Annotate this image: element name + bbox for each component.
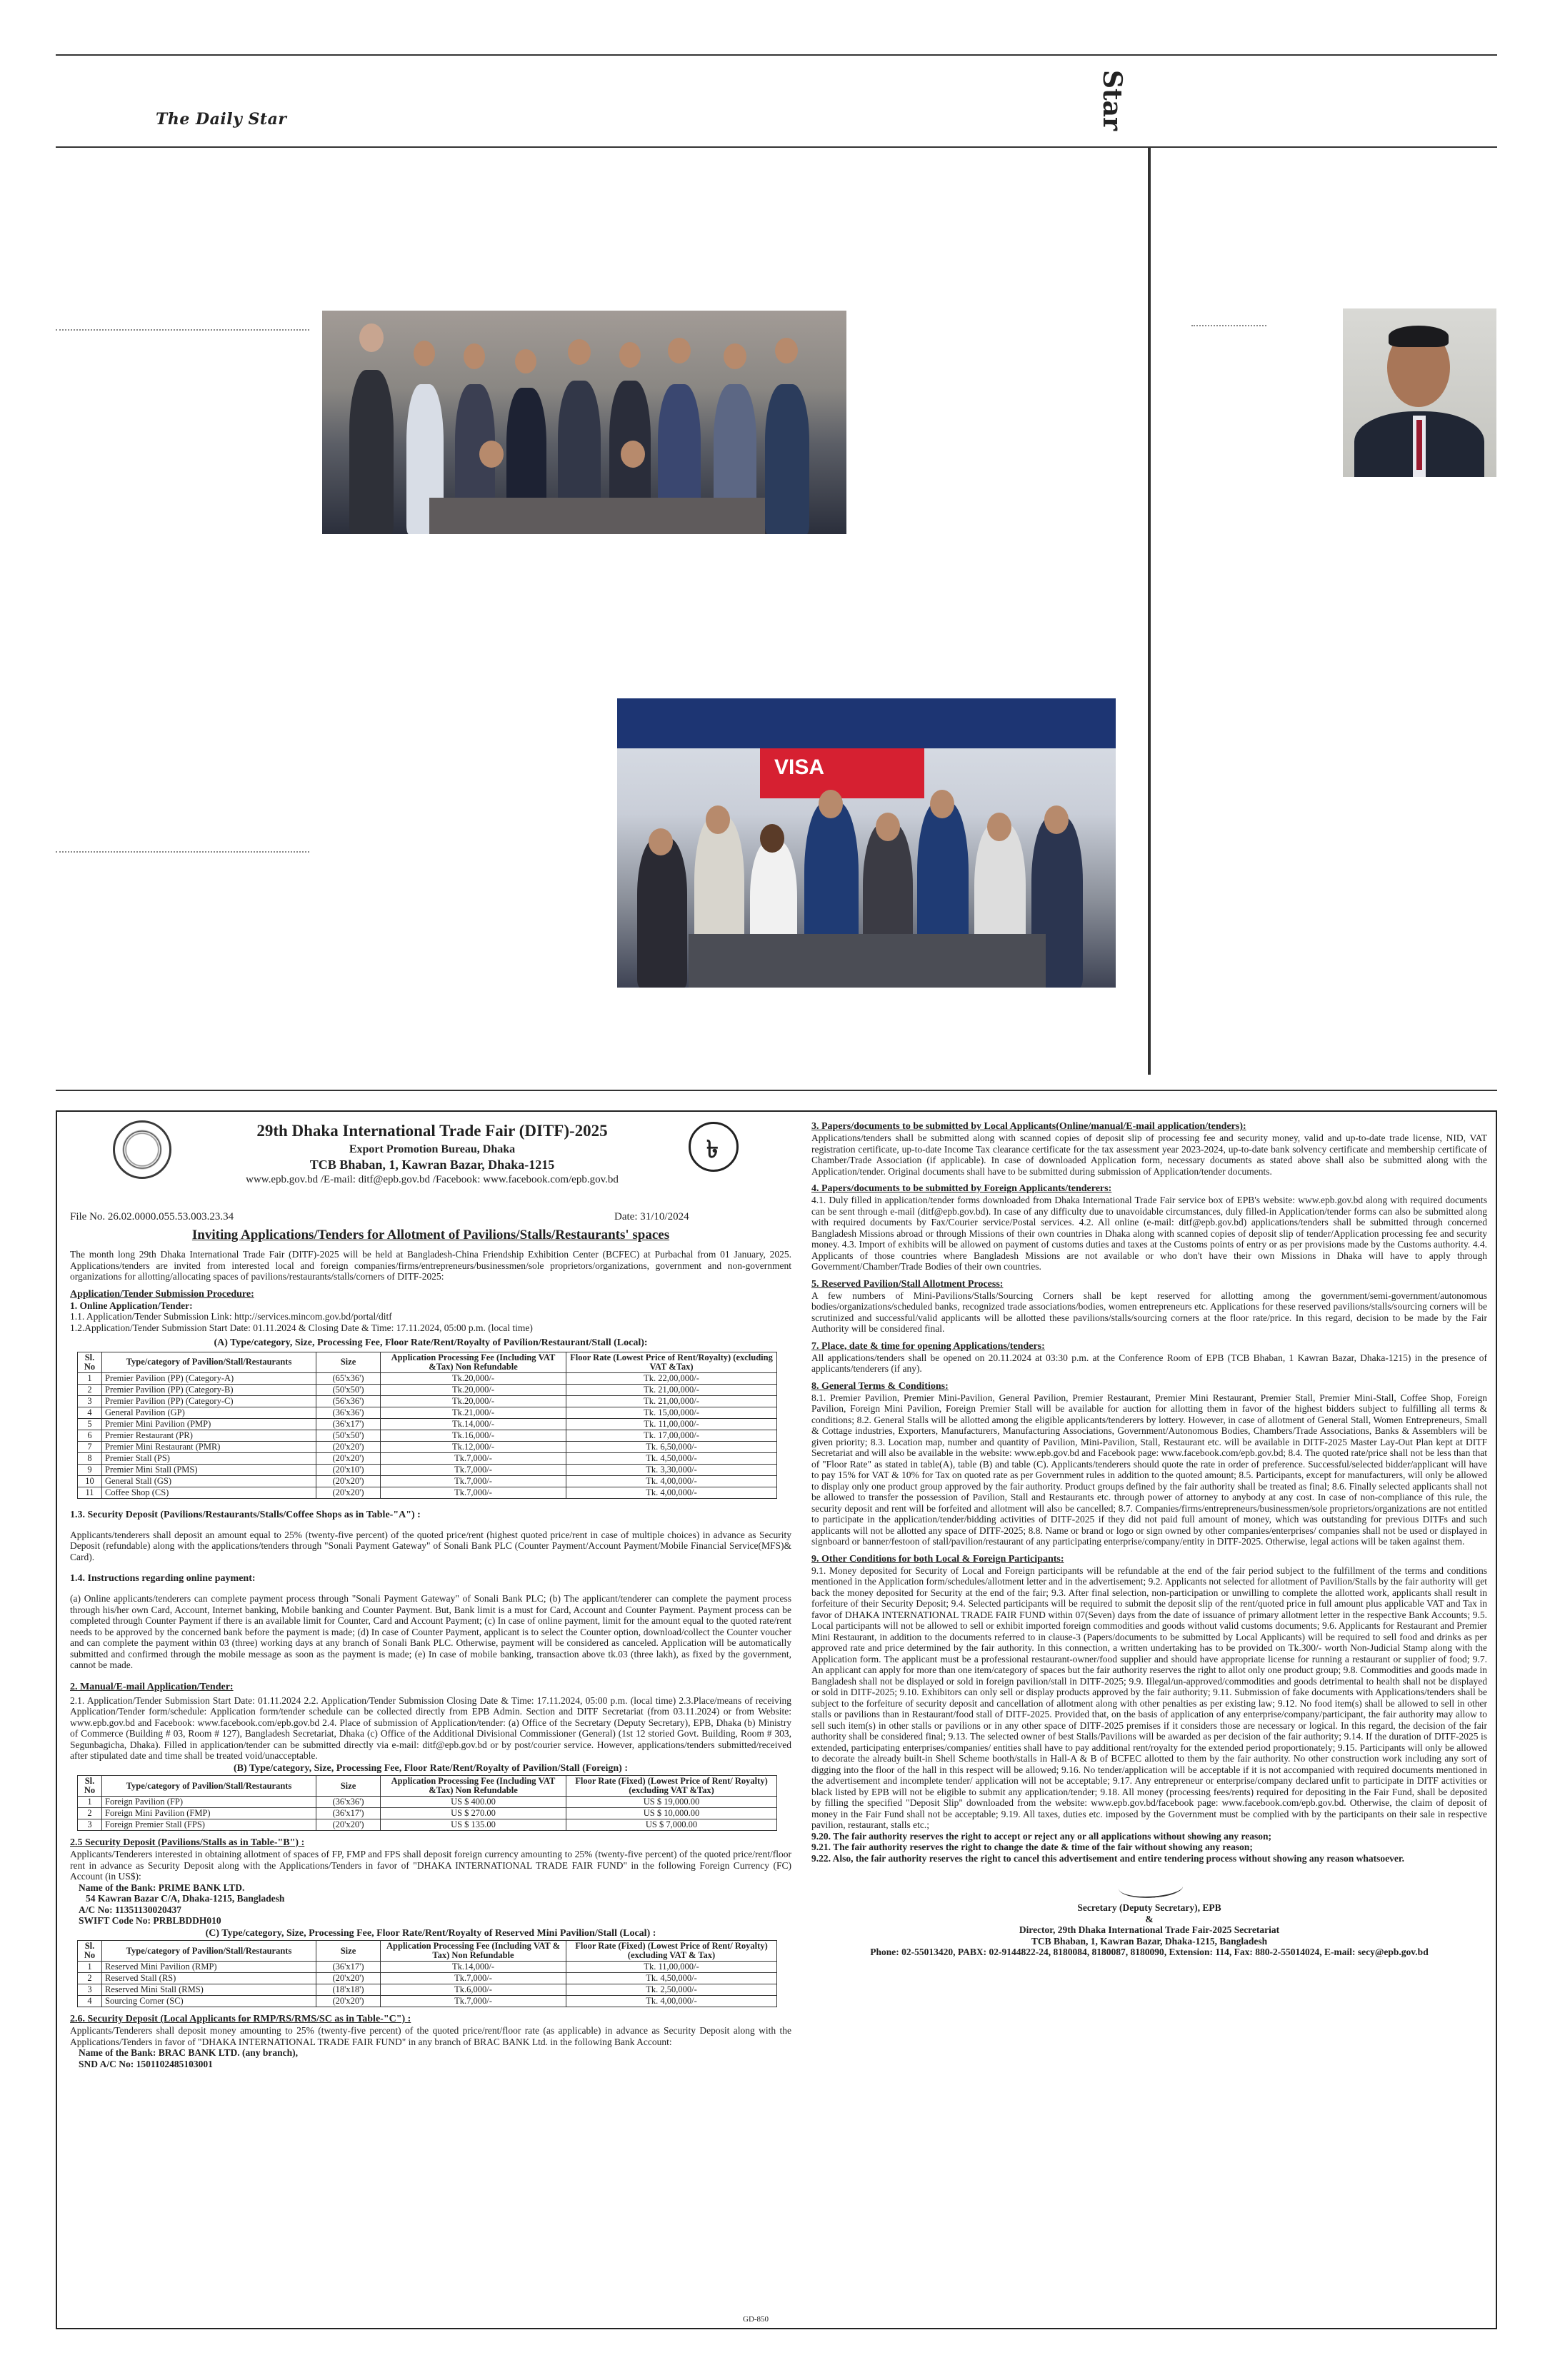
table-cell: (36'x17') bbox=[316, 1808, 381, 1819]
table-cell: 3 bbox=[78, 1395, 102, 1407]
section-heading: 4. Papers/documents to be submitted by Foreign Applicants/tenderers: bbox=[811, 1183, 1112, 1194]
dotted-rule bbox=[1191, 325, 1266, 326]
table-header: Floor Rate (Lowest Price of Rent/Royalty) (excluding VAT &Tax) bbox=[566, 1352, 777, 1372]
table-cell: (20'x20') bbox=[316, 1996, 381, 2007]
table-c-caption: (C) Type/category, Size, Processing Fee, Floor Rate/Rent/Royalty of Reserved Mini Pavilion/Stall (Local) : bbox=[205, 1927, 656, 1939]
bank-line: 54 Kawran Bazar C/A, Dhaka-1215, Bangladesh bbox=[86, 1893, 285, 1904]
table-cell: Foreign Mini Pavilion (FMP) bbox=[102, 1808, 316, 1819]
table-cell: (56'x36') bbox=[316, 1395, 381, 1407]
table-cell: (20'x20') bbox=[316, 1973, 381, 1984]
final-line: 9.22. Also, the fair authority reserves the right to cancel this advertisement and entire tendering process without showing any reason whatsoever. bbox=[811, 1852, 1404, 1864]
manual-heading: 2. Manual/E-mail Application/Tender: bbox=[70, 1681, 234, 1692]
bank-line: SND A/C No: 1501102485103001 bbox=[79, 2058, 213, 2069]
table-cell: Premier Pavilion (PP) (Category-B) bbox=[102, 1384, 316, 1395]
table-cell: Sourcing Corner (SC) bbox=[102, 1996, 316, 2007]
table-cell: Tk.7,000/- bbox=[381, 1973, 566, 1984]
table-cell: General Stall (GS) bbox=[102, 1475, 316, 1487]
table-cell: 11 bbox=[78, 1487, 102, 1498]
table-header: Size bbox=[316, 1941, 381, 1962]
table-cell: 10 bbox=[78, 1475, 102, 1487]
table-row bbox=[78, 1984, 777, 1996]
table-a bbox=[77, 1352, 777, 1499]
table-header: Floor Rate (Fixed) (Lowest Price of Rent/ Royalty) (excluding VAT & Tax) bbox=[566, 1941, 777, 1962]
section-text: All applications/tenders shall be opened on 20.11.2024 at 03:30 p.m. at the Conference Room of EPB (TCB Bhaban, 1 Kawran Bazar, Dhaka-1215) in the presence of applicants/tenderers (if any). bbox=[811, 1352, 1487, 1374]
fc-deposit-heading: 2.5 Security Deposit (Pavilions/Stalls as in Table-"B") : bbox=[70, 1837, 305, 1848]
signature-line: Phone: 02-55013420, PABX: 02-9144822-24, 8180084, 8180087, 8180090, Extension: 114, Fax: 880-2-55014024, E-mail: secy@epb.gov.bd bbox=[870, 1947, 1429, 1957]
table-cell: Tk.7,000/- bbox=[381, 1452, 566, 1464]
table-cell: Tk. 2,50,000/- bbox=[566, 1984, 777, 1996]
table-header: Floor Rate (Fixed) (Lowest Price of Rent/ Royalty) (excluding VAT &Tax) bbox=[566, 1776, 777, 1797]
table-cell: Tk. 11,00,000/- bbox=[566, 1418, 777, 1430]
masthead-right: Star bbox=[1097, 70, 1127, 131]
table-row bbox=[78, 1464, 777, 1475]
ad-address: TCB Bhaban, 1, Kawran Bazar, Dhaka-1215 bbox=[309, 1158, 555, 1172]
table-cell: 5 bbox=[78, 1418, 102, 1430]
table-header: Application Processing Fee (Including VAT & Tax) Non Refundable bbox=[381, 1941, 566, 1962]
ad-code: GD-850 bbox=[743, 2315, 769, 2324]
table-cell: Tk. 4,00,000/- bbox=[566, 1475, 777, 1487]
procedure-line: 1. Online Application/Tender: bbox=[70, 1300, 193, 1311]
table-cell: Tk.12,000/- bbox=[381, 1441, 566, 1452]
signing-photo-1 bbox=[322, 311, 846, 534]
table-cell: Premier Restaurant (PR) bbox=[102, 1430, 316, 1441]
table-cell: (36'x36') bbox=[316, 1407, 381, 1418]
section-heading: 3. Papers/documents to be submitted by Local Applicants(Online/manual/E-mail application/tenders): bbox=[811, 1121, 1246, 1132]
table-cell: (20'x20') bbox=[316, 1487, 381, 1498]
section-heading: 5. Reserved Pavilion/Stall Allotment Process: bbox=[811, 1278, 1004, 1290]
table-cell: (20'x20') bbox=[316, 1441, 381, 1452]
table-cell: Tk.14,000/- bbox=[381, 1418, 566, 1430]
local-deposit-text: Applicants/Tenderers shall deposit money amounting to 25% (twenty-five percent) of the quoted price/rent/floor rate (as applicable) in advance as Security Deposit along with the Applications/Tenders in favor of "DHAKA INTERNATIONAL TRADE FAIR FUND" in any branch of BRAC BANK Ltd. in the following Bank Account: bbox=[70, 2025, 791, 2047]
table-cell: Tk. 6,50,000/- bbox=[566, 1441, 777, 1452]
table-header: Size bbox=[316, 1776, 381, 1797]
table-header: Application Processing Fee (Including VAT &Tax) Non Refundable bbox=[381, 1776, 566, 1797]
bank-line: SWIFT Code No: PRBLBDDH010 bbox=[79, 1915, 221, 1926]
table-header: Type/category of Pavilion/Stall/Restaurants bbox=[102, 1352, 316, 1372]
final-line: 9.20. The fair authority reserves the right to accept or reject any or all applications without showing any reason; bbox=[811, 1830, 1271, 1842]
table-cell: 4 bbox=[78, 1407, 102, 1418]
ad-title: 29th Dhaka International Trade Fair (DITF)-2025 bbox=[256, 1122, 608, 1140]
table-cell: Tk.20,000/- bbox=[381, 1372, 566, 1384]
payment-heading: 1.4. Instructions regarding online payment: bbox=[70, 1573, 256, 1584]
ad-contacts: www.epb.gov.bd /E-mail: ditf@epb.gov.bd /Facebook: www.facebook.com/epb.gov.bd bbox=[246, 1174, 619, 1185]
table-cell: (36'x17') bbox=[316, 1418, 381, 1430]
table-cell: (20'x10') bbox=[316, 1464, 381, 1475]
table-cell: (65'x36') bbox=[316, 1372, 381, 1384]
procedure-line: 1.1. Application/Tender Submission Link: http://services.mincom.gov.bd/portal/ditf bbox=[70, 1311, 392, 1322]
table-header: Type/category of Pavilion/Stall/Restaurants bbox=[102, 1941, 316, 1962]
security-text: Applicants/tenderers shall deposit an amount equal to 25% (twenty-five percent) of the quoted price/rent (highest quoted price/rent in case of multiple choices) in advance as Security Deposit (refundable) along with the applications/tenders through "Sonali Payment Gateway" of Sonali Bank PLC (Counter Payment/Account Payment/Mobile Financial Service(MFS)& Card). bbox=[70, 1529, 791, 1562]
table-cell: 1 bbox=[78, 1797, 102, 1808]
header-rule bbox=[56, 146, 1497, 148]
epb-logo: ৳ bbox=[689, 1122, 739, 1172]
bangladesh-emblem-logo bbox=[113, 1120, 171, 1179]
table-cell: (20'x20') bbox=[316, 1475, 381, 1487]
bank-line: Name of the Bank: PRIME BANK LTD. bbox=[79, 1882, 245, 1893]
table-cell: Coffee Shop (CS) bbox=[102, 1487, 316, 1498]
portrait-photo bbox=[1343, 308, 1496, 477]
table-cell: US $ 135.00 bbox=[381, 1819, 566, 1831]
table-b-caption: (B) Type/category, Size, Processing Fee, Floor Rate/Rent/Royalty of Pavilion/Stall (Foreign) : bbox=[233, 1762, 628, 1774]
table-cell: US $ 7,000.00 bbox=[566, 1819, 777, 1831]
table-cell: (20'x20') bbox=[316, 1452, 381, 1464]
table-cell: 1 bbox=[78, 1962, 102, 1973]
table-cell: 6 bbox=[78, 1430, 102, 1441]
table-row bbox=[78, 1973, 777, 1984]
section-text: Applications/tenders shall be submitted along with scanned copies of deposit slip of processing fee and security money, valid and up-to-date trade license, NID, VAT registration certificate, up-to-date Income Tax clearance certificate for the tax assessment year 2023-2024, up-to-date bank solvency certificate and membership certificate of Chamber/Trade Association (if applicable). In case of downloaded Application form, necessary documents as stated above shall also be submitted along with the Application/tender. Original documents shall have to be submitted during submission of Application/tender documents. bbox=[811, 1133, 1487, 1177]
table-header: Sl. No bbox=[78, 1776, 102, 1797]
right-column bbox=[811, 1120, 1487, 1958]
table-row bbox=[78, 1452, 777, 1464]
table-cell: Tk. 4,50,000/- bbox=[566, 1452, 777, 1464]
table-row bbox=[78, 1418, 777, 1430]
table-cell: Tk. 21,00,000/- bbox=[566, 1395, 777, 1407]
dotted-rule bbox=[56, 851, 309, 853]
intro-text: The month long 29th Dhaka International Trade Fair (DITF)-2025 will be held at Bangladesh-China Friendship Exhibition Center (BCFEC) at Purbachal from 01 January, 2025. Applications/tenders are invited from interested local and foreign companies/firms/entrepreneurs/businessmen/sole proprietors/organizations, government and non-government organizations for allotting/allocating spaces of pavilions/restaurants/stalls/corners of DITF-2025: bbox=[70, 1249, 791, 1282]
table-row bbox=[78, 1808, 777, 1819]
section-text: A few numbers of Mini-Pavilions/Stalls/Sourcing Corners shall be kept reserved for allotting among the government/semi-government/autonomous bodies/organizations/scheduled banks, recognized trade associations/bodies, women entrepreneurs etc. Applications for these reserved pavilions/stalls/sourcing corners will be scrutinized and successful/valid applicants will be allotted these pavilions/stalls/sourcing corners at the floor rate/price. In this regard, decision to be made by the Fair Authority will be considered final. bbox=[811, 1290, 1487, 1334]
dotted-rule bbox=[56, 329, 309, 331]
bank-line: A/C No: 11351130020437 bbox=[79, 1904, 182, 1915]
table-a-caption: (A) Type/category, Size, Processing Fee, Floor Rate/Rent/Royalty of Pavilion/Restaurant/Stall (Local): bbox=[214, 1337, 648, 1348]
table-cell: Foreign Premier Stall (FPS) bbox=[102, 1819, 316, 1831]
table-cell: Tk.21,000/- bbox=[381, 1407, 566, 1418]
table-cell: Tk.7,000/- bbox=[381, 1487, 566, 1498]
table-cell: (18'x18') bbox=[316, 1984, 381, 1996]
table-cell: Tk.7,000/- bbox=[381, 1475, 566, 1487]
table-row bbox=[78, 1441, 777, 1452]
tender-advertisement bbox=[56, 1110, 1497, 2329]
table-cell: (50'x50') bbox=[316, 1430, 381, 1441]
table-cell: Tk.7,000/- bbox=[381, 1996, 566, 2007]
ad-org: Export Promotion Bureau, Dhaka bbox=[349, 1143, 516, 1155]
table-cell: 4 bbox=[78, 1996, 102, 2007]
table-header: Size bbox=[316, 1352, 381, 1372]
table-cell: Tk. 17,00,000/- bbox=[566, 1430, 777, 1441]
section-text: 4.1. Duly filled in application/tender forms downloaded from Dhaka International Trade Fair service box of EPB's website: www.epb.gov.bd along with required documents can be sent through e-mail (ditf@epb.gov.bd). In case of any difficulty due to unavoidable circumstances, duly filled-in Application/tender forms can also be submitted along with required documents by Fax/Courier service/Postal services. 4.2. All online (e-mail: ditf@epb.gov.bd) applications/tenders shall be submitted through concerned Bangladesh Missions abroad or through Missions of their own countries in Dhaka along with scanned copies of deposit slip of tender/Application processing fee and security money. 4.3. Import of exhibits will be allowed on payment of customs duties and taxes at the Customs points of entry or as per provisions made by the Customs authority. 4.4. Applicants of those countries where Bangladesh Missions are not available or who don't have their own Missions in Dhaka will have to apply through Government/Chamber/Trade Bodies of their own countries. bbox=[811, 1195, 1487, 1272]
table-cell: Premier Mini Restaurant (PMR) bbox=[102, 1441, 316, 1452]
table-cell: Tk. 4,00,000/- bbox=[566, 1487, 777, 1498]
table-row bbox=[78, 1395, 777, 1407]
signature-line: Secretary (Deputy Secretary), EPB bbox=[1077, 1902, 1221, 1913]
table-header: Application Processing Fee (Including VAT &Tax) Non Refundable bbox=[381, 1352, 566, 1372]
table-cell: Tk. 3,30,000/- bbox=[566, 1464, 777, 1475]
table-cell: General Pavilion (GP) bbox=[102, 1407, 316, 1418]
table-row bbox=[78, 1372, 777, 1384]
table-row bbox=[78, 1407, 777, 1418]
table-row bbox=[78, 1384, 777, 1395]
table-cell: 2 bbox=[78, 1384, 102, 1395]
table-header: Sl. No bbox=[78, 1941, 102, 1962]
table-cell: Premier Mini Stall (PMS) bbox=[102, 1464, 316, 1475]
table-cell: 3 bbox=[78, 1819, 102, 1831]
file-number: File No. 26.02.0000.055.53.003.23.34 bbox=[70, 1211, 234, 1222]
procedure-heading: Application/Tender Submission Procedure: bbox=[70, 1288, 254, 1300]
table-cell: (50'x50') bbox=[316, 1384, 381, 1395]
masthead-left: The Daily Star bbox=[156, 110, 287, 129]
payment-text: (a) Online applicants/tenderers can complete payment process through "Sonali Payment Gateway" of Sonali Bank PLC; (b) The applicant/tenderer can complete the payment process through his/her own Card, Account, Internet banking, Mobile banking and Counter Payment. But, Bank limit is a must for Card, Account and Counter Payment. Payment process can be completed through Counter Payment if there is an available limit for Counter, Card and Account Payment; (c) In case of online payment, limit for the amount equal to the quoted rate/rent needs to be approved by the concerned bank before the payment is made; (d) In case of Counter Payment, applicant is to select the Counter option, download/collect the Counter voucher and can complete the payment within 03 (three) working days at any branch of Sonali Bank PLC. Otherwise, payment will be considered as canceled. Application will be automatically submitted and confirmed through the mobile message as soon as the payment is made; (e) In case of mobile banking, transaction above tk.03 (three lakh), as fixed by the government, cannot be made. bbox=[70, 1593, 791, 1670]
section-heading: 7. Place, date & time for opening Applications/tenders: bbox=[811, 1340, 1045, 1352]
table-cell: US $ 400.00 bbox=[381, 1797, 566, 1808]
table-cell: Tk. 21,00,000/- bbox=[566, 1384, 777, 1395]
table-cell: Reserved Mini Stall (RMS) bbox=[102, 1984, 316, 1996]
section-text: 8.1. Premier Pavilion, Premier Mini-Pavilion, General Pavilion, Premier Restaurant, Premier Mini Restaurant, Premier Stall, Premier Mini-Stall, Coffee Shop, Foreign Pavilion, Foreign Mini Pavilion, Foreign Premier Stall will be available for auction for allotting them in favor of the highest bidders subject to fulfilling all terms & conditions; 8.2. General Stalls will be allotted among the eligible applicants/tenderers by lottery. However, in case of allotment of General Stall, Women Entrepreneurs, Small & Cottage industries, Exporters, Manufacturers, Manufacturing Associations, Government/Autonomous Bodies, Chambers/Trade Associations, Banks & Assemblers will be given priority; 8.3. Location map, number and quantity of Pavilion, Mini-Pavilion, Stall, Restaurant etc. will be available in DITF-2025 Master Lay-Out Plan kept at DITF Secretariat and will also be available in the website: www.epb.gov.bd and Facebook page: www.facebook.com/epb.gov.bd; 8.4. The quoted rate/price shall not be less than that of "Floor Rate" as stated in table(A), table (B) and table (C). Applicants/tenderers should quote the rate in order of preference. Successful/selected bidder/applicant will have to pay 15% for VAT & 10% for Tax on quoted rate as per Government rules in addition to the quoted amount; 8.5. Participants, except for manufacturers, will only be allowed to display only one product group approved by the fair authority. Product groups defined by the fair authority shall be treated as final; 8.6. Finally selected applicants shall not be allowed to transfer the possession of Pavilion, Stall and Restaurants etc. through power of attorney to anybody at any cost. In case of non-compliance of this rule, the security deposit and rent will be forfeited and allotment will also be cancelled; 8.7. Companies/firms/entrepreneurs/businessmen/sole proprietors/organizations are not entitled to participate in the application/tender/bidding activities of DITF-2025 if they did not paid full amount of money, which was outstanding for previous DITFs and such applicants will not be allotted any space of DITF-2025; 8.8. Name or brand or logo or sign owned by other companies/enterprises/ companies shall not be used or displayed in signboard or banner/festoon of stall/pavilion/restaurant of any participating enterprise/company/entity in DITF-2025. Otherwise, legal actions will be taken against them. bbox=[811, 1392, 1487, 1547]
column-divider bbox=[1148, 146, 1151, 1075]
table-cell: 3 bbox=[78, 1984, 102, 1996]
security-heading: 1.3. Security Deposit (Pavilions/Restaurants/Stalls/Coffee Shops as in Table-"A") : bbox=[70, 1509, 421, 1520]
table-cell: 1 bbox=[78, 1372, 102, 1384]
table-row bbox=[78, 1996, 777, 2007]
ad-headline: Inviting Applications/Tenders for Allotment of Pavilions/Stalls/Restaurants' spaces bbox=[191, 1227, 670, 1242]
table-cell: Tk.6,000/- bbox=[381, 1984, 566, 1996]
signature-line: & bbox=[1145, 1913, 1154, 1924]
table-cell: Premier Pavilion (PP) (Category-C) bbox=[102, 1395, 316, 1407]
table-row bbox=[78, 1475, 777, 1487]
table-cell: 8 bbox=[78, 1452, 102, 1464]
table-cell: US $ 270.00 bbox=[381, 1808, 566, 1819]
table-cell: Tk.16,000/- bbox=[381, 1430, 566, 1441]
table-cell: US $ 10,000.00 bbox=[566, 1808, 777, 1819]
procedure-line: 1.2.Application/Tender Submission Start Date: 01.11.2024 & Closing Date & Time: 17.11.2024, 05:00 p.m. (local time) bbox=[70, 1322, 533, 1333]
table-cell: Premier Mini Pavilion (PMP) bbox=[102, 1418, 316, 1430]
manual-text: 2.1. Application/Tender Submission Start Date: 01.11.2024 2.2. Application/Tender Submission Closing Date & Time: 17.11.2024, 05:00 p.m. (local time) 2.3.Place/means of receiving Application/Tender form/schedule: Application form/tender schedule can be collected directly from EPB Admin. Section and DITF Secretariat (from 03.11.2024) or from Website: www.epb.gov.bd and Facebook: www.facebook.com/epb.gov.bd 2.4. Place of submission of Application/tender: (a) Office of the Secretary (Deputy Secretary), EPB, Dhaka (b) Ministry of Commerce (Building # 03, Room # 127), Bangladesh Secretariat, Dhaka (c) Office of the Additional Divisional Commissioner (General) (1st 12 storied Govt. Building, Room # 303, Segunbagicha, Dhaka). Filled in application/tender can be submitted directly via e-mail: ditf@epb.gov.bd or by post/courier service. However, applications/tenders submitted/received after stipulated date and time shall be treated void/unacceptable. bbox=[70, 1694, 791, 1761]
table-cell: Tk. 22,00,000/- bbox=[566, 1372, 777, 1384]
table-row bbox=[78, 1430, 777, 1441]
section-text: 9.1. Money deposited for Security of Local and Foreign participants will be refundable at the end of the fair period subject to the fulfillment of the terms and conditions mentioned in the Application form/schedules/allotment letter and in the advertisement; 9.2. Applicants not selected for allotment of Pavilion/Stalls by the fair authority will get back the money deposited for Security at the end of the fair; 9.3. After final selection, non-participation or unwilling to complete the allotted work, applicants shall result in forfeiture of their Security Deposit; 9.4. Selected participants will be required to submit the deposit slip of the rent/quoted price in full amount plus applicable VAT and Tax in favor of DHAKA INTERNATIONAL TRADE FAIR FUND within 07(Seven) days from the date of issuance of primary allotment letter in the respective Bank Accounts; 9.5. Local participants will not be allowed to sell or exhibit imported foreign commodities and goods without valid customs documents; 9.6. Applicants for Restaurant and Premier Mini Restaurant, in addition to the documents referred to in clause-3 (Papers/documents to be submitted by Local Applicants) will be required to sell food and drinks as per approved rate and price determined by the fair authority. In this connection, a written undertaking has to be provided on Tk.300/- worth Non-Judicial Stamp along with the Application form. The applicant must be a professional restaurant-owner/food supplier and should have appropriate license for running a restaurant or supplier of food; 9.7. An applicant can apply for more than one item/category of spaces but the fair authority reserves the right to allot only one product group; 9.8. Commodities and goods made in Bangladesh shall not be displayed or sold in foreign pavilion/stall in DITF-2025; 9.9. Illegal/un-approved/commodities and goods detrimental to health shall not be displayed or sold in DITF-2025; 9.10. Exhibitors can only sell or display products approved by the fair authority; 9.11. Submission of fake documents with Applications/tenders shall be subject to the forfeiture of security deposit and cancellation of allotment along with other penalties as per existing law; 9.12. No food item(s) shall be allowed to sell in other stalls or pavilions than in Restaurant/food stall of DITF-2025. Provided that, on the basis of application of any enterprise/company/participant, the fair authority may allow to sell such item(s) in other stalls or pavilions or in any other space of DITF-2025 premises if it considers those are necessary or logical. In this regard, the decision of the fair authority shall be considered final; 9.13. The selected owner of best Stalls/Pavilions will be awarded as per decision of the fair authority; 9.14. If the duration of DITF-2025 is extended, participating enterprises/companies/ entities shall have to pay additional rent/royalty for the extended period proportionately; 9.15. Participants will only be allowed to decorate the already built-in Shell Scheme booth/stalls in Hall-A & B of BCFEC allotted to them by the fair authority. No other construction work including any sort of digging into the floor of the hall in this respect will be allowed; 9.16. No tender/application will be acceptable if it is not accompanied with required documents mentioned in the advertisement and incomplete tender/ application will not be acceptable; 9.17. Any entrepreneur or enterprise/company declared unfit to participate in DITF activities or black listed by EPB will not be eligible to submit any application/tender; 9.18. All money (processing fees/rents) required for depositing in the Fair Fund, shall be deposited by filling the specified "Deposit Slip" downloaded from the website: www.epb.gov.bd/facebook page: www.facebook.com/epb.gov.bd. Otherwise, the claim of deposit of money in the Fair Fund shall not be acceptable; 9.19. All taxes, duties etc. imposed by the Government must be complied with by the participants on their sale in respective pavilion, restaurant, stalls etc.; bbox=[811, 1565, 1487, 1830]
table-cell: Reserved Mini Pavilion (RMP) bbox=[102, 1962, 316, 1973]
fc-deposit-text: Applicants/Tenderers interested in obtaining allotment of spaces of FP, FMP and FPS shall deposit foreign currency amounting to 25% (twenty-five percent) of the quoted price/rent/floor rent in advance as Security Deposit along with the Applications/Tenders in favor of "DHAKA INTERNATIONAL TRADE FAIR FUND" in the following Foreign Currency (FC) Account (in US$): bbox=[70, 1849, 791, 1882]
table-cell: Reserved Stall (RS) bbox=[102, 1973, 316, 1984]
signature-mark bbox=[1118, 1873, 1184, 1901]
table-cell: Tk.20,000/- bbox=[381, 1384, 566, 1395]
table-cell: Tk.7,000/- bbox=[381, 1464, 566, 1475]
signature-line: Director, 29th Dhaka International Trade Fair-2025 Secretariat bbox=[1019, 1924, 1280, 1935]
table-header: Type/category of Pavilion/Stall/Restaurants bbox=[102, 1776, 316, 1797]
table-cell: Tk. 4,00,000/- bbox=[566, 1996, 777, 2007]
table-cell: 9 bbox=[78, 1464, 102, 1475]
table-cell: Premier Stall (PS) bbox=[102, 1452, 316, 1464]
table-cell: (36'x17') bbox=[316, 1962, 381, 1973]
table-row bbox=[78, 1797, 777, 1808]
table-cell: Tk. 4,50,000/- bbox=[566, 1973, 777, 1984]
signature-line: TCB Bhaban, 1, Kawran Bazar, Dhaka-1215, Bangladesh bbox=[1031, 1935, 1268, 1947]
top-rule bbox=[56, 54, 1497, 56]
table-c bbox=[77, 1940, 777, 2007]
section-heading: 8. General Terms & Conditions: bbox=[811, 1380, 949, 1392]
table-cell: 2 bbox=[78, 1808, 102, 1819]
table-header: Sl. No bbox=[78, 1352, 102, 1372]
table-cell: Premier Pavilion (PP) (Category-A) bbox=[102, 1372, 316, 1384]
table-cell: Foreign Pavilion (FP) bbox=[102, 1797, 316, 1808]
table-row bbox=[78, 1487, 777, 1498]
table-cell: Tk. 15,00,000/- bbox=[566, 1407, 777, 1418]
table-cell: Tk.14,000/- bbox=[381, 1962, 566, 1973]
table-row bbox=[78, 1819, 777, 1831]
ad-date: Date: 31/10/2024 bbox=[614, 1211, 689, 1222]
table-cell: US $ 19,000.00 bbox=[566, 1797, 777, 1808]
signing-photo-2: VISA bbox=[617, 698, 1116, 988]
ad-top-rule bbox=[56, 1090, 1497, 1091]
table-cell: 2 bbox=[78, 1973, 102, 1984]
table-cell: (20'x20') bbox=[316, 1819, 381, 1831]
table-cell: 7 bbox=[78, 1441, 102, 1452]
local-deposit-heading: 2.6. Security Deposit (Local Applicants for RMP/RS/RMS/SC as in Table-"C") : bbox=[70, 2014, 411, 2024]
table-cell: Tk. 11,00,000/- bbox=[566, 1962, 777, 1973]
table-cell: (36'x36') bbox=[316, 1797, 381, 1808]
table-b bbox=[77, 1775, 777, 1831]
section-heading: 9. Other Conditions for both Local & Foreign Participants: bbox=[811, 1553, 1064, 1565]
table-cell: Tk.20,000/- bbox=[381, 1395, 566, 1407]
bank-line: Name of the Bank: BRAC BANK LTD. (any branch), bbox=[79, 2047, 299, 2058]
table-row bbox=[78, 1962, 777, 1973]
left-column bbox=[70, 1249, 791, 2069]
final-line: 9.21. The fair authority reserves the right to change the date & time of the fair without showing any reason; bbox=[811, 1842, 1253, 1852]
